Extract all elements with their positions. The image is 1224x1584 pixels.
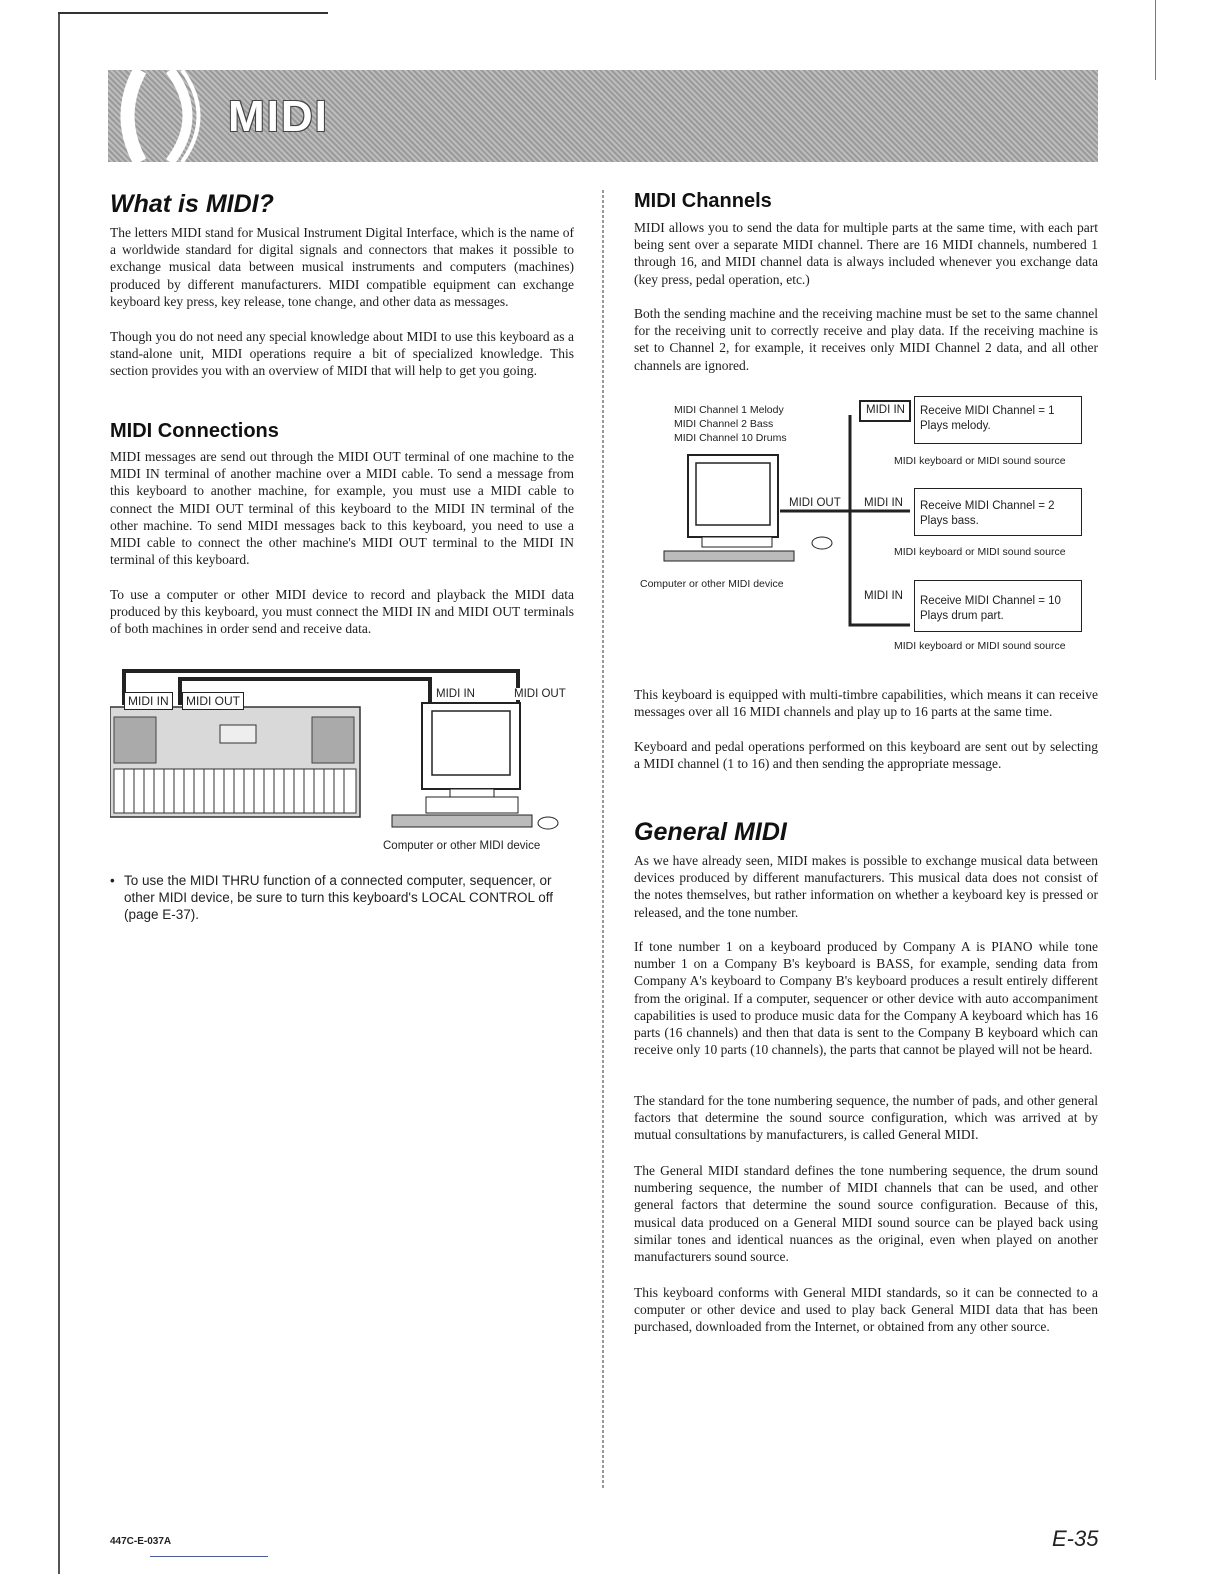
general-midi-paragraph-1: As we have already seen, MIDI makes is possible to exchange musical data between devices produced by different manufacturers. This musical data does not consist of the notes themselves, but rather information on whether a keyboard key is pressed or released, and the tone number. <box>634 853 1098 920</box>
general-midi-paragraph-3: The standard for the tone numbering sequence, the number of pads, and other general factors that determine the sound source configuration, which was arrived at by mutual consultations by manufacturers, is called General MIDI. <box>634 1093 1098 1143</box>
midi-channels-paragraph-2: Both the sending machine and the receiving machine must be set to the same channel for the receiving unit to correctly receive and play data. If the receiving machine is set to Channel 2, for example, it receives only MIDI Channel 2 data, and all other channels are ignored. <box>634 306 1098 373</box>
page-number: E-35 <box>1052 1526 1099 1551</box>
general-midi-paragraph-4: The General MIDI standard defines the tone numbering sequence, the drum sound numbering sequence, the number of MIDI channels that can be used, and other general factors that determine the sound source configuration. Because of this, musical data produced on a General MIDI sound source can be played back using similar tones and identical nuances as the original, even when played on another manufacturers sound source. <box>634 1163 1098 1265</box>
midi-connection-diagram <box>110 665 580 845</box>
bullet-point: • <box>110 873 115 888</box>
receiver-1-box <box>914 396 1082 444</box>
receiver-1-part: Plays melody. <box>920 420 991 432</box>
source-keyboard <box>664 551 794 561</box>
source-mouse <box>812 537 832 549</box>
send-channel-3: MIDI Channel 10 Drums <box>674 432 787 444</box>
send-channel-2: MIDI Channel 2 Bass <box>674 418 774 430</box>
pc-midi-in-label: MIDI IN <box>436 688 475 700</box>
keyboard-keys <box>114 769 356 813</box>
monitor-screen <box>432 711 510 775</box>
what-is-midi-heading: What is MIDI? <box>110 190 274 218</box>
banner-arc-graphic <box>110 70 205 162</box>
midi-channels-heading: MIDI Channels <box>634 190 772 212</box>
computer-caption: Computer or other MIDI device <box>383 840 541 852</box>
column-divider <box>602 190 604 1490</box>
receiver-1-port: MIDI IN <box>866 404 905 416</box>
page-edge-line <box>58 14 60 1574</box>
kb-midi-in-label: MIDI IN <box>124 692 173 710</box>
midi-channels-paragraph-1: MIDI allows you to send the data for multiple parts at the same time, with each part being sent over a separate MIDI channel. There are 16 MIDI channels, numbered 1 through 16, and MIDI channel data is always included whenever you exchange data (key press, pedal operation, etc.) <box>634 220 1098 287</box>
what-is-midi-paragraph-2: Though you do not need any special knowledge about MIDI to use this keyboard as a stand-alone unit, MIDI operations require a bit of specialized knowledge. This section provides you with an overview of MIDI that will help to get you going. <box>110 329 574 379</box>
right-edge-line <box>1155 0 1156 80</box>
bottom-underline <box>150 1556 268 1557</box>
source-monitor-screen <box>696 463 770 525</box>
computer-base <box>426 797 518 813</box>
receiver-2-port: MIDI IN <box>864 497 903 509</box>
receiver-2-channel: Receive MIDI Channel = 2 <box>920 500 1055 512</box>
source-midi-out-label: MIDI OUT <box>789 497 841 509</box>
receiver-2-part: Plays bass. <box>920 515 979 527</box>
kb-midi-out-label: MIDI OUT <box>182 692 244 710</box>
receiver-1-channel: Receive MIDI Channel = 1 <box>920 405 1055 417</box>
local-control-note-text: To use the MIDI THRU function of a connected computer, sequencer, or other MIDI device, be sure to turn this keyboard's LOCAL CONTROL off (page E-37). <box>124 873 554 922</box>
receiver-3-box <box>914 580 1082 632</box>
general-midi-paragraph-5: This keyboard conforms with General MIDI standards, so it can be connected to a computer or other device and used to play back General MIDI data that has been purchased, downloaded from the Internet, or obtained from any other source. <box>634 1285 1098 1335</box>
send-channel-1: MIDI Channel 1 Melody <box>674 404 784 416</box>
keyboard-display <box>220 725 256 743</box>
midi-channels-paragraph-3: This keyboard is equipped with multi-timbre capabilities, which means it can receive messages over all 16 MIDI channels and play up to 16 parts at the same time. <box>634 687 1098 720</box>
mouse-illustration <box>538 817 558 829</box>
computer-keyboard <box>392 815 532 827</box>
source-monitor-stand <box>702 537 772 547</box>
receiver-3-part: Plays drum part. <box>920 610 1004 622</box>
receiver-3-port: MIDI IN <box>864 590 903 602</box>
what-is-midi-paragraph-1: The letters MIDI stand for Musical Instrument Digital Interface, which is the name of a worldwide standard for digital signals and connectors that makes it possible to exchange musical data between musical instruments and computers (machines) produced by different manufacturers. MIDI compatible equipment can exchange keyboard key press, key release, tone change, and other data as messages. <box>110 225 574 309</box>
monitor-stand <box>450 789 494 797</box>
pc-midi-out-label: MIDI OUT <box>514 688 566 700</box>
banner-title: MIDI <box>228 92 329 141</box>
receiver-2-box <box>914 488 1082 536</box>
midi-connections-paragraph-1: MIDI messages are send out through the MIDI OUT terminal of one machine to the MIDI IN terminal of another machine over a MIDI cable. To send a message from this keyboard to another machine, for example, you must use a MIDI cable to connect the MIDI OUT terminal of this keyboard to the MIDI IN terminal of the other machine. To send MIDI messages back to this keyboard, you need to use a MIDI cable to connect the other machine's MIDI OUT terminal to the MIDI IN terminal of this keyboard. <box>110 449 574 568</box>
receiver-3-caption: MIDI keyboard or MIDI sound source <box>894 640 1066 652</box>
keyboard-speaker-right <box>312 717 354 763</box>
midi-connections-paragraph-2: To use a computer or other MIDI device to record and playback the MIDI data produced by this keyboard, you must connect the MIDI IN and MIDI OUT terminals of both machines in order send and receive data. <box>110 587 574 637</box>
general-midi-heading: General MIDI <box>634 818 787 846</box>
midi-channels-paragraph-4: Keyboard and pedal operations performed on this keyboard are sent out by selecting a MIDI channel (1 to 16) and then sending the appropriate message. <box>634 739 1098 772</box>
keyboard-speaker-left <box>114 717 156 763</box>
midi-connections-heading: MIDI Connections <box>110 420 279 442</box>
receiver-2-caption: MIDI keyboard or MIDI sound source <box>894 546 1066 558</box>
local-control-note <box>110 872 580 923</box>
receiver-3-channel: Receive MIDI Channel = 10 <box>920 595 1061 607</box>
receiver-1-caption: MIDI keyboard or MIDI sound source <box>894 455 1066 467</box>
source-device-caption: Computer or other MIDI device <box>640 578 784 590</box>
page-edge-top-line <box>58 12 328 14</box>
general-midi-paragraph-2: If tone number 1 on a keyboard produced by Company A is PIANO while tone number 1 on a Company B's keyboard is BASS, for example, sending data from Company A's keyboard to Company B's keyboard produces a result entirely different from the original. If a computer, sequencer or other device with auto accompaniment capabilities is used to produce music data for the Company A keyboard which has 16 parts (16 channels) and then that data is sent to the Company B keyboard which can receive only 10 parts (10 channels), the parts that cannot be played will not be heard. <box>634 939 1098 1058</box>
document-code: 447C-E-037A <box>110 1536 172 1547</box>
